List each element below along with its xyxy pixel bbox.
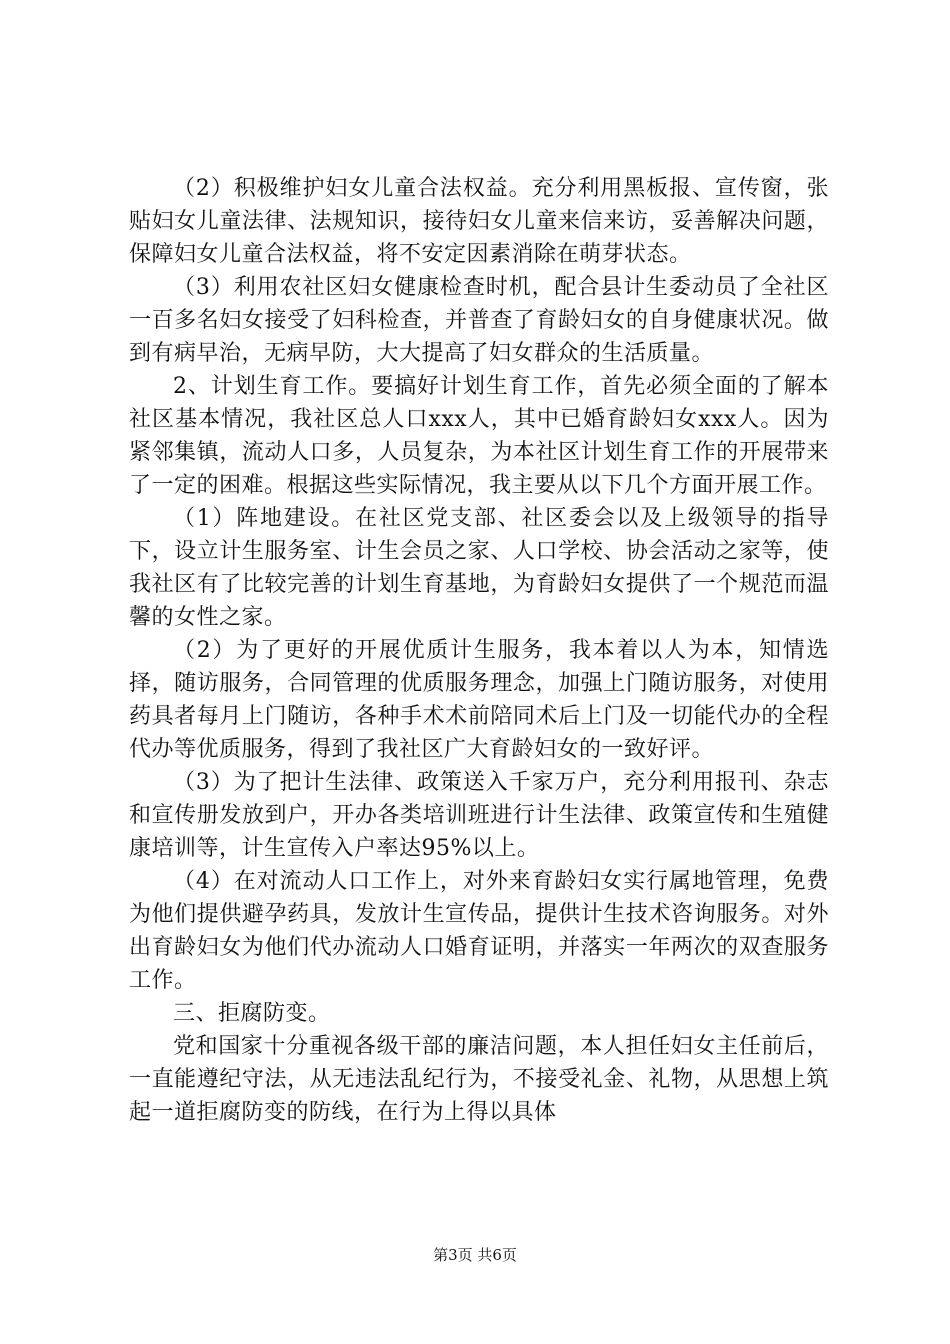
paragraph-integrity: 党和国家十分重视各级干部的廉洁问题，本人担任妇女主任前后，一直能遵纪守法，从无违法乱纪行为，不接受礼金、礼物，从思想上筑起一道拒腐防变的防线，在行为上得以具体 xyxy=(129,1034,829,1125)
paragraph-protect-rights: （2）积极维护妇女儿童合法权益。充分利用黑板报、宣传窗，张贴妇女儿童法律、法规知识，接待妇女儿童来信来访，妥善解决问题，保障妇女儿童合法权益，将不安定因素消除在萌芽状态。 xyxy=(129,176,829,267)
document-body xyxy=(129,172,829,1129)
paragraph-base-construction: （1）阵地建设。在社区党支部、社区委会以及上级领导的指导下，设立计生服务室、计生会员之家、人口学校、协会活动之家等，使我社区有了比较完善的计划生育基地，为育龄妇女提供了一个规范而温馨的女性之家。 xyxy=(129,506,829,630)
paragraph-quality-service: （2）为了更好的开展优质计生服务，我本着以人为本，知情选择，随访服务，合同管理的优质服务理念，加强上门随访服务，对使用药具者每月上门随访，各种手术术前陪同术后上门及一切能代办的全程代办等优质服务，得到了我社区广大育龄妇女的一致好评。 xyxy=(129,638,829,762)
page-number-footer: 第3页 共6页 xyxy=(433,1246,517,1264)
paragraph-family-planning: 2、计划生育工作。要搞好计划生育工作，首先必须全面的了解本社区基本情况，我社区总人口xxx人，其中已婚育龄妇女xxx人。因为紧邻集镇，流动人口多，人员复杂，为本社区计划生育工作的开展带来了一定的困难。根据这些实际情况，我主要从以下几个方面开展工作。 xyxy=(129,374,829,498)
section-heading-anti-corruption: 三、拒腐防变。 xyxy=(173,1001,331,1026)
paragraph-publicity: （3）为了把计生法律、政策送入千家万户，充分利用报刊、杂志和宣传册发放到户，开办各类培训班进行计生法律、政策宣传和生殖健康培训等，计生宣传入户率达95%以上。 xyxy=(129,770,829,861)
paragraph-health-check: （3）利用农社区妇女健康检查时机，配合县计生委动员了全社区一百多名妇女接受了妇科检查，并普查了育龄妇女的自身健康状况。做到有病早治，无病早防，大大提高了妇女群众的生活质量。 xyxy=(129,275,829,366)
paragraph-floating-population: （4）在对流动人口工作上，对外来育龄妇女实行属地管理，免费为他们提供避孕药具，发放计生宣传品，提供计生技术咨询服务。对外出育龄妇女为他们代办流动人口婚育证明，并落实一年两次的双查服务工作。 xyxy=(129,869,829,993)
